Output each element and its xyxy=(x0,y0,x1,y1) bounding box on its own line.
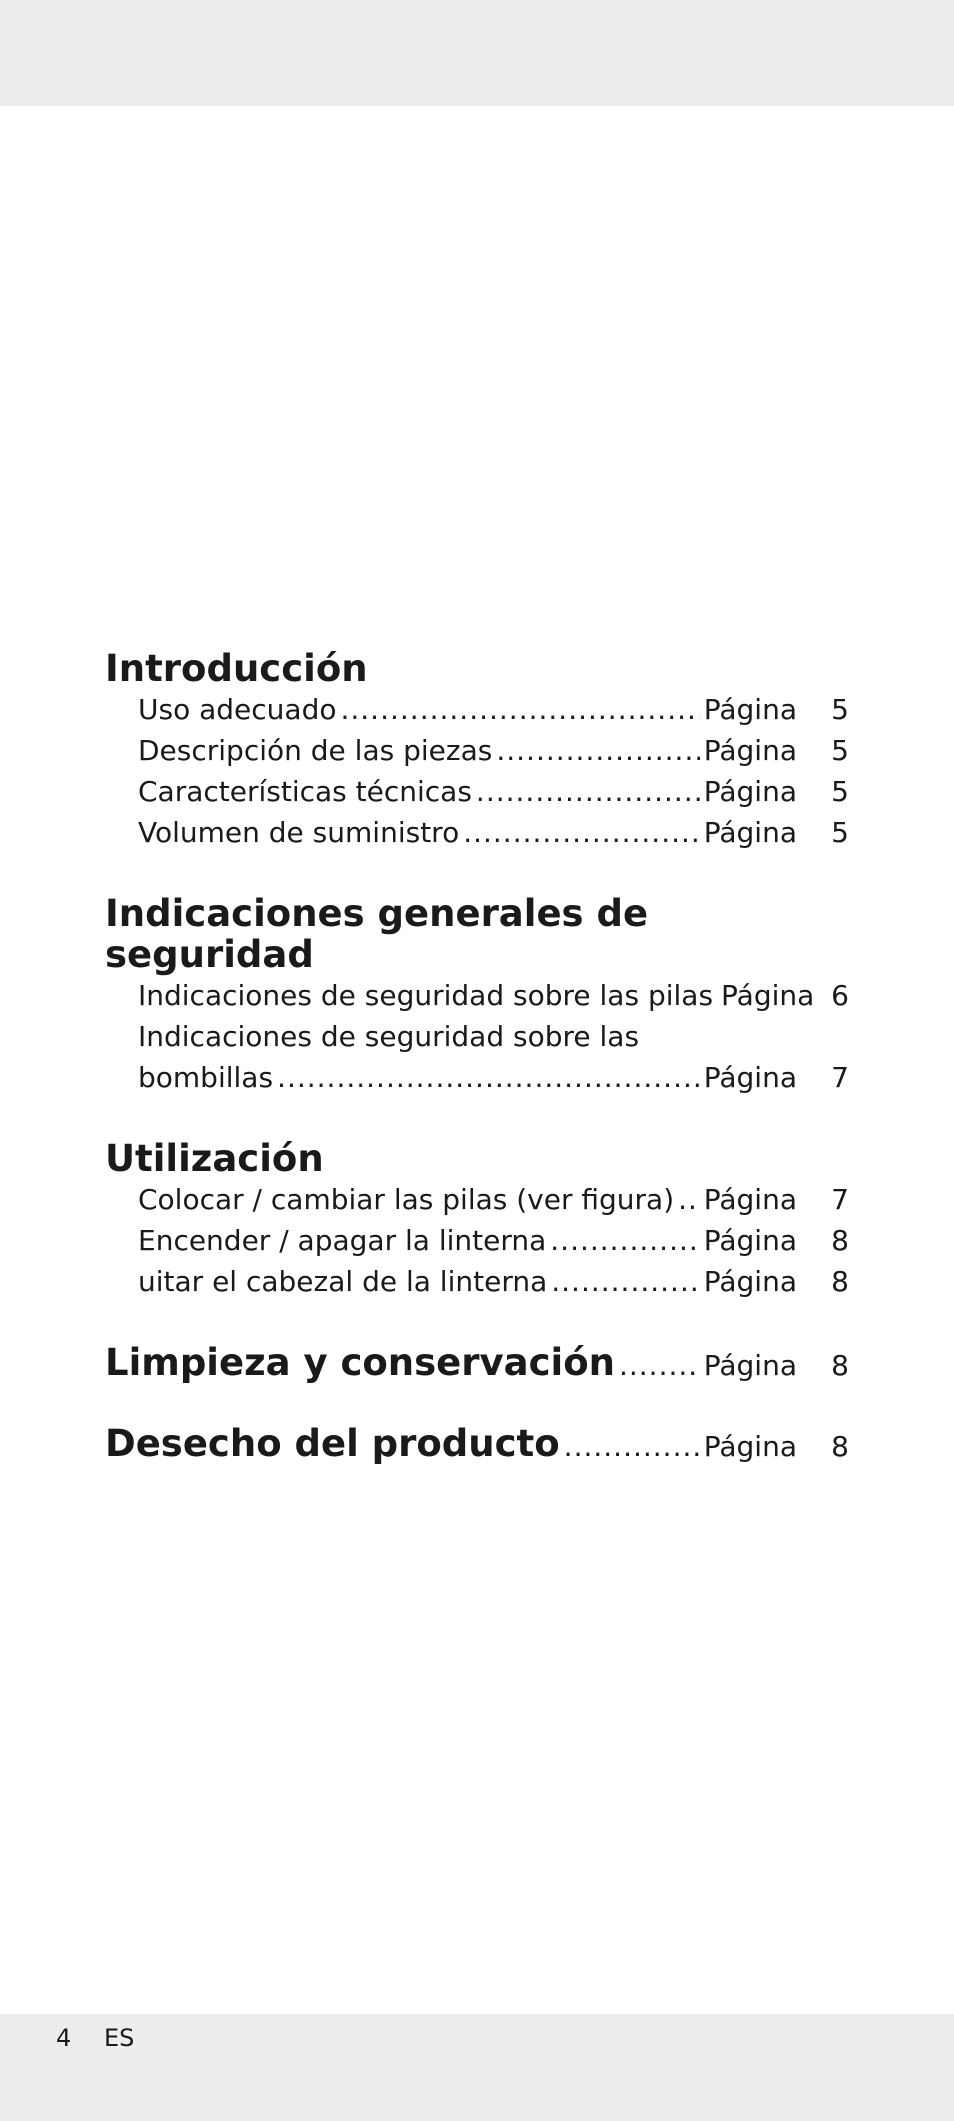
page-number: 8 xyxy=(831,1224,849,1257)
section-title: Limpieza y conservación xyxy=(105,1341,615,1384)
page-word: Página xyxy=(703,734,797,767)
page-word: Página xyxy=(703,1224,797,1257)
footer-band xyxy=(0,2014,954,2121)
entry-label: Uso adecuado xyxy=(138,693,337,726)
dot-leader xyxy=(463,812,700,853)
page-number: 6 xyxy=(831,979,849,1012)
section-introduccion xyxy=(105,648,849,853)
section-seguridad xyxy=(105,893,849,1098)
section-desecho[interactable] xyxy=(105,1423,849,1464)
section-title-line2: seguridad xyxy=(105,933,314,976)
toc-entry[interactable] xyxy=(105,1261,849,1302)
dot-leader xyxy=(550,1220,699,1261)
toc-entry[interactable] xyxy=(105,730,849,771)
entry-label: uitar el cabezal de la linterna xyxy=(138,1265,548,1298)
page-number: 8 xyxy=(831,1430,849,1463)
page-number: 7 xyxy=(831,1061,849,1094)
page-word: Página xyxy=(721,979,815,1012)
dot-leader xyxy=(340,689,699,730)
dot-leader xyxy=(551,1261,700,1302)
dot-leader xyxy=(678,1179,700,1220)
entry-label: Indicaciones de seguridad sobre las pilas xyxy=(138,979,714,1012)
page-word: Página xyxy=(703,775,797,808)
page-word: Página xyxy=(703,1430,797,1463)
page-number: 5 xyxy=(831,734,849,767)
page-word: Página xyxy=(703,816,797,849)
dot-leader xyxy=(496,730,699,771)
top-band xyxy=(0,0,954,106)
toc-entry[interactable] xyxy=(105,812,849,853)
section-title-line1: Indicaciones generales de xyxy=(105,892,649,935)
entry-label: Descripción de las piezas xyxy=(138,734,493,767)
toc-entry[interactable] xyxy=(105,771,849,812)
entry-label-line2: bombillas xyxy=(138,1061,274,1094)
page-word: Página xyxy=(703,1265,797,1298)
toc-entry[interactable] xyxy=(105,1179,849,1220)
footer-page-number: 4 xyxy=(56,2024,72,2052)
page-number: 7 xyxy=(831,1183,849,1216)
toc-entry[interactable] xyxy=(105,1057,849,1098)
toc-entry[interactable] xyxy=(105,689,849,730)
section-title: Utilización xyxy=(105,1137,324,1180)
entry-label: Colocar / cambiar las pilas (ver figura) xyxy=(138,1183,675,1216)
entry-label: Características técnicas xyxy=(138,775,472,808)
section-limpieza[interactable] xyxy=(105,1342,849,1383)
section-title: Introducción xyxy=(105,647,368,690)
dot-leader xyxy=(277,1057,700,1098)
section-title: Desecho del producto xyxy=(105,1422,560,1465)
page-word: Página xyxy=(703,693,797,726)
page-number: 5 xyxy=(831,816,849,849)
page-word: Página xyxy=(703,1061,797,1094)
table-of-contents xyxy=(105,648,849,1504)
page-number: 5 xyxy=(831,693,849,726)
page-word: Página xyxy=(703,1183,797,1216)
entry-label-line1[interactable]: Indicaciones de seguridad sobre las xyxy=(138,1020,640,1053)
toc-entry[interactable] xyxy=(105,975,849,1016)
toc-entry[interactable] xyxy=(105,1220,849,1261)
page-word: Página xyxy=(703,1349,797,1382)
dot-leader xyxy=(564,1430,700,1463)
dot-leader xyxy=(619,1349,700,1382)
entry-label: Encender / apagar la linterna xyxy=(138,1224,547,1257)
page-number: 8 xyxy=(831,1265,849,1298)
section-utilizacion xyxy=(105,1138,849,1302)
page-number: 5 xyxy=(831,775,849,808)
entry-label: Volumen de suministro xyxy=(138,816,460,849)
page-number: 8 xyxy=(831,1349,849,1382)
dot-leader xyxy=(476,771,700,812)
footer-language: ES xyxy=(104,2024,135,2052)
